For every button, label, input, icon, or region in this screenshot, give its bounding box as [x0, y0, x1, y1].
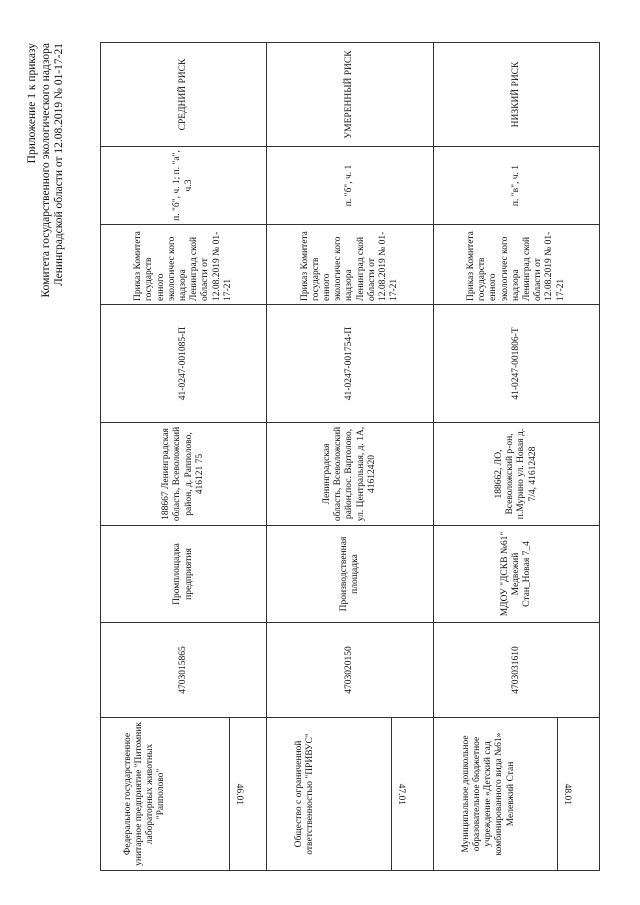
- org-name-cell: [433, 718, 599, 871]
- row-number: 47.01: [395, 783, 406, 805]
- row-number: 48.01: [561, 783, 572, 805]
- document-cell: [433, 225, 599, 305]
- document-ref: Приказ Комитета государств енного экологичес кого надзора Ленинград ской области от 12.08.2019 № 01-17-21: [299, 231, 400, 301]
- header-line-2: Комитета государственного экологического надзора: [39, 43, 52, 298]
- point-cell: [433, 147, 599, 225]
- object-name: Производственная площадка: [338, 536, 360, 612]
- row-number-cell: [557, 718, 572, 870]
- org-name: Муниципальное дошкольное образовательное бюджетное учреждение «Детский сад комбинированного вида №61» Мелевжий Стан: [460, 732, 516, 856]
- header-line-1: Приложение 1 к приказу: [26, 43, 38, 164]
- code-cell: [433, 305, 599, 423]
- org-name: Общество с ограниченной ответственностью "ПРИВУС": [294, 733, 316, 855]
- inn-cell: [433, 623, 599, 718]
- address-cell: [101, 423, 267, 526]
- object-cell: [101, 526, 267, 623]
- org-name-cell: [267, 718, 433, 871]
- object-address: 188667 Ленинградская область, Всеволожский район, д. Рапполово, 416121 75: [161, 426, 205, 522]
- document-ref: Приказ Комитета государств енного экологичес кого надзора Ленинград ской области от 12.08.2019 № 01-17-21: [133, 231, 233, 301]
- table-row: [433, 43, 599, 871]
- org-name: Федеральное государственное унитарное предприятие "Питомник лабораторных животных "Рапполово": [122, 722, 167, 866]
- object-cell: [433, 526, 599, 623]
- point-cell: [101, 147, 267, 225]
- code-cell: [101, 305, 267, 423]
- risk-cell: [433, 43, 599, 147]
- address-cell: [433, 423, 599, 526]
- risk-category: НИЗКИЙ РИСК: [510, 61, 521, 128]
- document-header: [26, 43, 67, 905]
- document-ref: Приказ Комитета государств енного экологичес кого надзора Ленинград ской области от 12.08.2019 № 01-17-21: [465, 231, 566, 301]
- inn-value: 4703031610: [510, 646, 521, 694]
- table-row: [267, 43, 433, 871]
- address-cell: [267, 423, 433, 526]
- point-cell: [267, 147, 433, 225]
- object-name: МДОУ "ДСКВ №61" Медвежий Стан_Новая 7_4: [499, 531, 532, 617]
- header-line-3: Ленинградской области от 12.08.2019 № 01-17-21: [53, 43, 65, 287]
- document-cell: [267, 225, 433, 305]
- inn-value: 4703015865: [178, 646, 189, 694]
- risk-cell: [101, 43, 267, 147]
- row-number-cell: [391, 718, 406, 870]
- object-address: Ленинградская область, Всеволожский район,пос. Вартолово, ул. Центральная, д. 1А, 41612420: [321, 426, 377, 522]
- object-code: 41-0247-001754-П: [344, 326, 355, 401]
- object-cell: [267, 526, 433, 623]
- object-name: Промплощадка предприятия: [172, 543, 194, 605]
- object-code: 41-0247-001806-Т: [510, 327, 521, 400]
- register-table: [100, 42, 600, 871]
- criteria-point: п. "б", ч. 1; п. "а", ч.3: [172, 150, 194, 221]
- row-number: 46.01: [234, 783, 245, 805]
- inn-value: 4703020150: [344, 646, 355, 694]
- org-name-cell: [101, 718, 267, 871]
- table-row: [101, 43, 267, 871]
- document-cell: [101, 225, 267, 305]
- risk-category: СРЕДНИЙ РИСК: [178, 58, 189, 131]
- row-number-cell: [229, 718, 244, 870]
- criteria-point: п. "в", ч. 1: [510, 164, 521, 207]
- code-cell: [267, 305, 433, 423]
- object-code: 41-0247-001085-П: [178, 326, 189, 401]
- inn-cell: [267, 623, 433, 718]
- object-address: 188662, ЛО, Всеволожский р-он, п.Мурино ул. Новая д. 7/4, 41612428: [493, 428, 538, 520]
- inn-cell: [101, 623, 267, 718]
- risk-category: УМЕРЕННЫЙ РИСК: [344, 50, 355, 139]
- criteria-point: п. "б", ч. 1: [344, 164, 355, 207]
- risk-cell: [267, 43, 433, 147]
